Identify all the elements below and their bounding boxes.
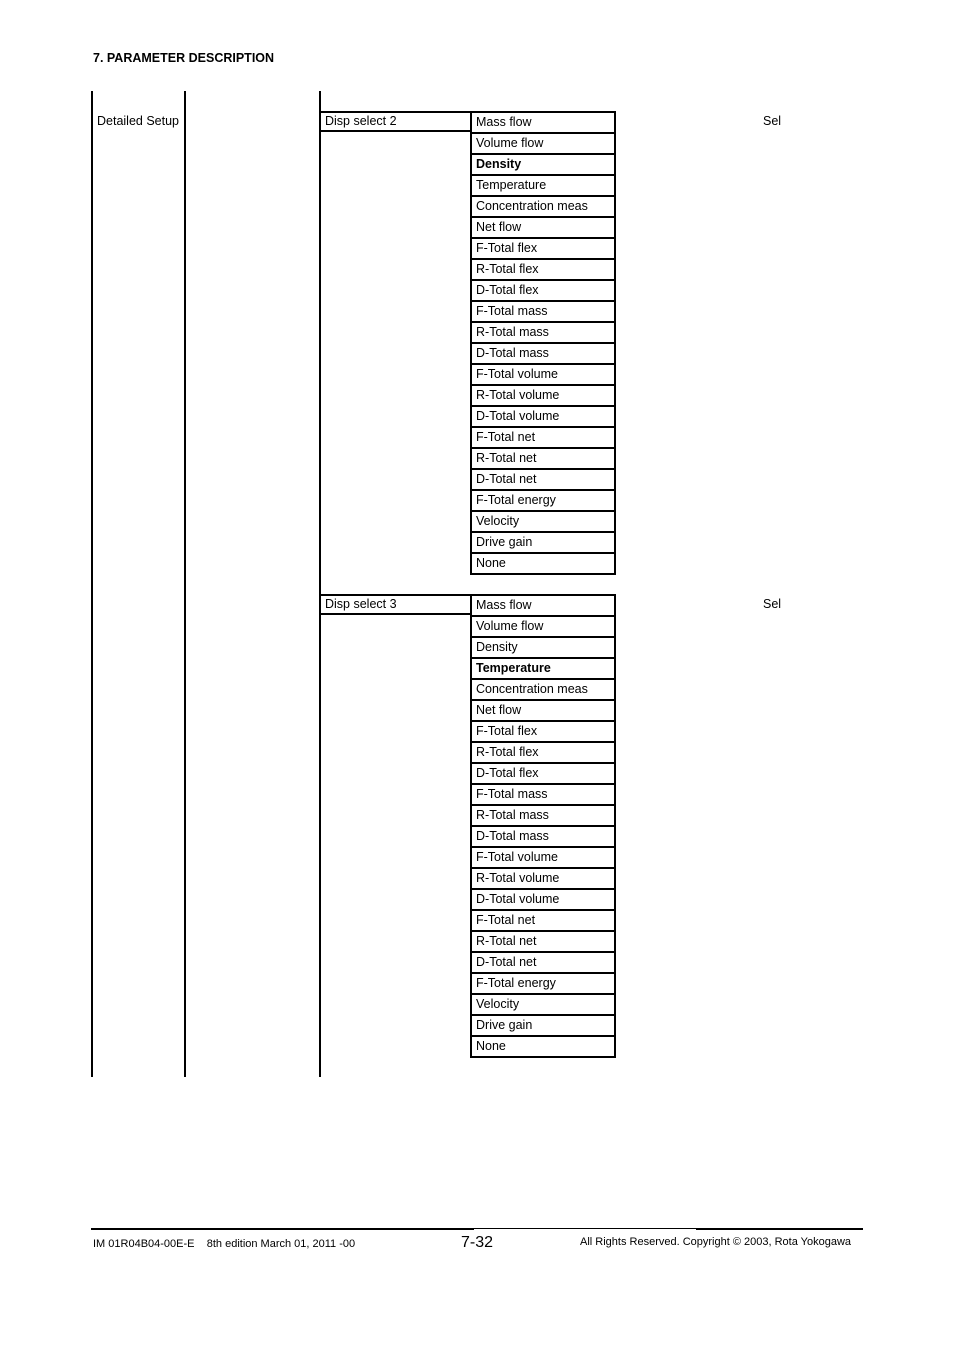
option-item: Concentration meas [470, 680, 616, 701]
option-item: F-Total mass [470, 302, 616, 323]
param-disp-select-2: Disp select 2 [320, 111, 470, 132]
option-item: Density [470, 638, 616, 659]
option-item: F-Total flex [470, 239, 616, 260]
option-item: F-Total energy [470, 491, 616, 512]
option-item: R-Total flex [470, 743, 616, 764]
tree-line-3 [319, 91, 321, 1077]
tree-line-2 [184, 91, 186, 1077]
option-item: D-Total volume [470, 890, 616, 911]
option-item: Volume flow [470, 134, 616, 155]
option-item: Velocity [470, 512, 616, 533]
option-item: F-Total net [470, 428, 616, 449]
option-item: R-Total volume [470, 386, 616, 407]
option-item: F-Total mass [470, 785, 616, 806]
option-item: None [470, 1037, 616, 1058]
option-item: D-Total volume [470, 407, 616, 428]
option-item: Net flow [470, 701, 616, 722]
option-item: D-Total mass [470, 344, 616, 365]
option-item: R-Total flex [470, 260, 616, 281]
section-header: 7. PARAMETER DESCRIPTION [93, 51, 275, 65]
option-item: R-Total net [470, 932, 616, 953]
sel-note-1: Sel [763, 114, 782, 128]
tree-line-1 [91, 91, 93, 1077]
option-item: Density [470, 155, 616, 176]
param-disp-select-3: Disp select 3 [320, 594, 470, 615]
option-item: F-Total energy [470, 974, 616, 995]
option-item: R-Total mass [470, 323, 616, 344]
option-item: D-Total flex [470, 764, 616, 785]
option-item: F-Total volume [470, 848, 616, 869]
option-item: R-Total volume [470, 869, 616, 890]
footer-copyright: All Rights Reserved. Copyright © 2003, Rota Yokogawa [580, 1236, 852, 1248]
option-item: R-Total net [470, 449, 616, 470]
option-item: F-Total net [470, 911, 616, 932]
option-item: Drive gain [470, 1016, 616, 1037]
footer-rule-mid [474, 1228, 696, 1229]
page-number: 7-32 [461, 1234, 494, 1251]
option-item: Temperature [470, 659, 616, 680]
option-item: D-Total net [470, 953, 616, 974]
option-item: Net flow [470, 218, 616, 239]
footer-rule-left [91, 1228, 474, 1230]
option-list-2 [470, 594, 616, 1058]
option-item: R-Total mass [470, 806, 616, 827]
footer-doc-id: IM 01R04B04-00E-E [93, 1238, 195, 1250]
menu-label: Detailed Setup [97, 114, 180, 128]
option-item: D-Total flex [470, 281, 616, 302]
option-item: Volume flow [470, 617, 616, 638]
option-item: Concentration meas [470, 197, 616, 218]
option-item: F-Total flex [470, 722, 616, 743]
option-item: Drive gain [470, 533, 616, 554]
option-item: Mass flow [470, 594, 616, 617]
footer-rule-right [696, 1228, 863, 1230]
option-item: Mass flow [470, 111, 616, 134]
option-item: None [470, 554, 616, 575]
option-item: F-Total volume [470, 365, 616, 386]
option-item: Temperature [470, 176, 616, 197]
sel-note-2: Sel [763, 597, 782, 611]
footer-edition: 8th edition March 01, 2011 -00 [206, 1238, 356, 1250]
option-item: Velocity [470, 995, 616, 1016]
footer-doc-info [93, 1238, 355, 1250]
option-item: D-Total mass [470, 827, 616, 848]
option-item: D-Total net [470, 470, 616, 491]
option-list-1 [470, 111, 616, 575]
